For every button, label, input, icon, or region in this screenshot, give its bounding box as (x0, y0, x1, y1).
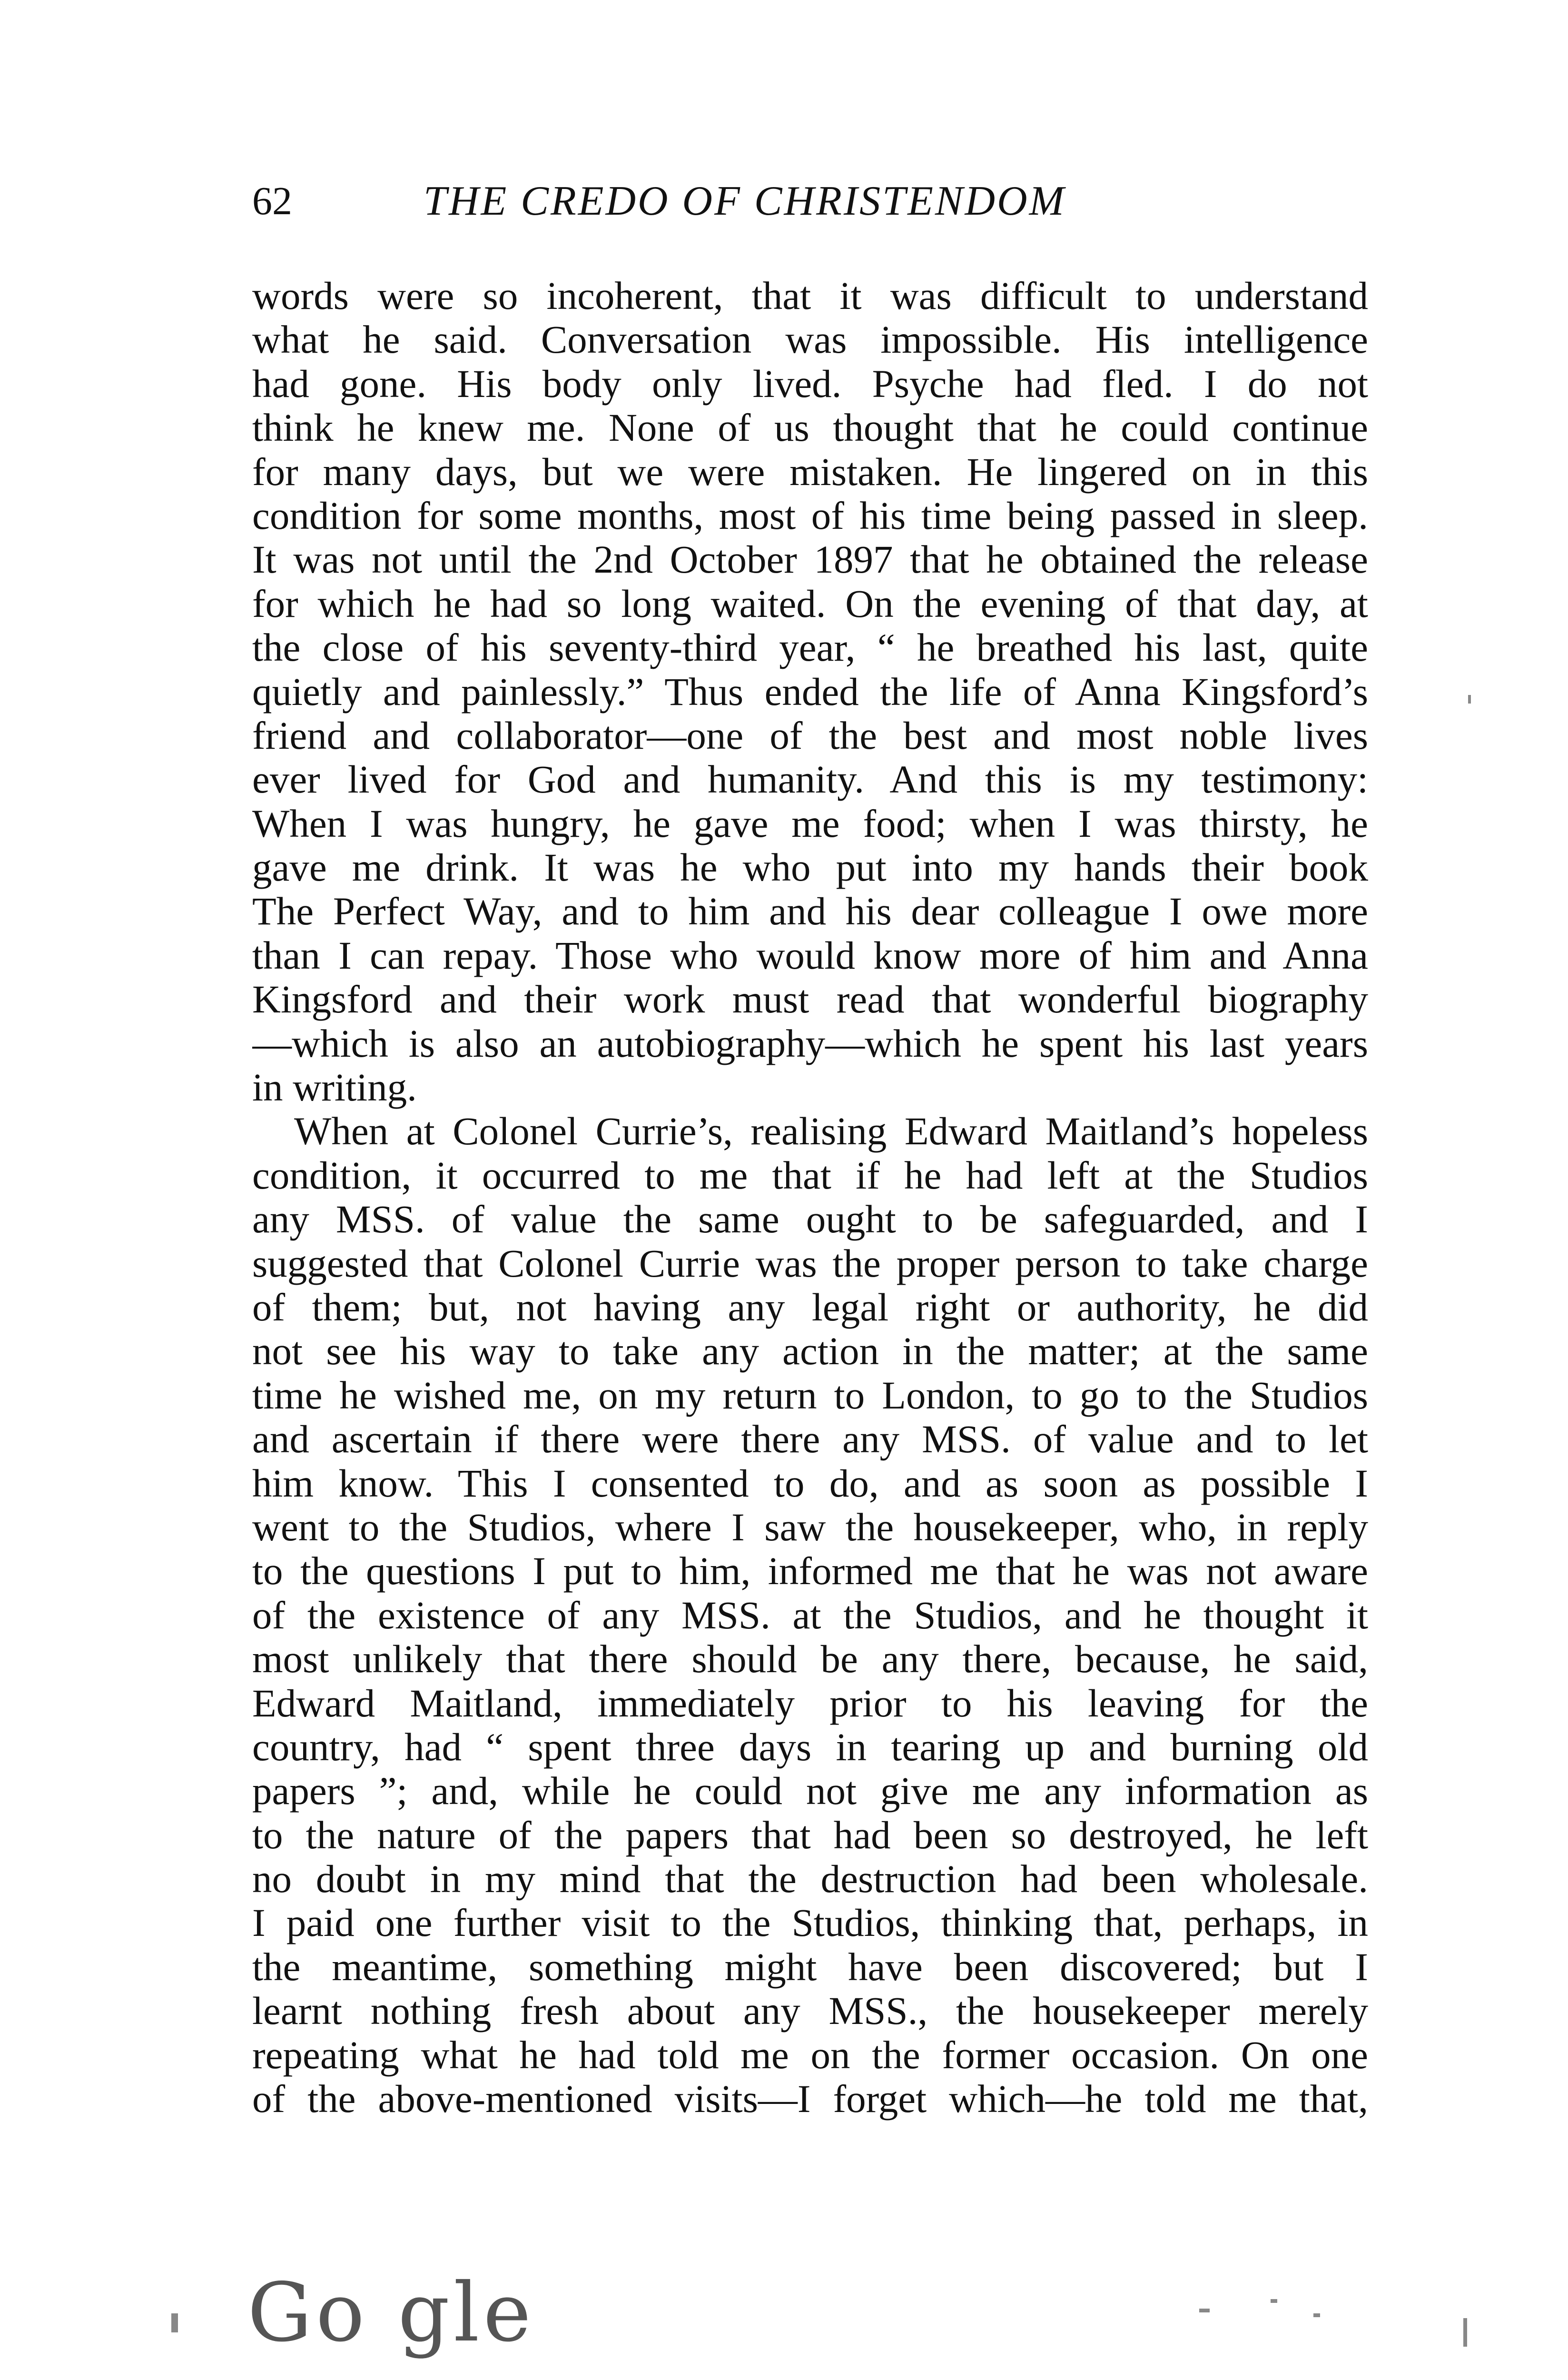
text-line: the close of his seventy-third year, “ he breathed his last, quite (252, 625, 1368, 670)
text-line: of them; but, not having any legal right or authority, he did (252, 1285, 1368, 1329)
text-line: It was not until the 2nd October 1897 that he obtained the release (252, 537, 1368, 582)
text-line: to the nature of the papers that had been so destroyed, he left (252, 1813, 1368, 1857)
scan-speck (171, 2313, 178, 2332)
scan-speck (1313, 2313, 1320, 2317)
text-line: gave me drink. It was he who put into my hands their book (252, 845, 1368, 890)
text-line: and ascertain if there were there any MSS. of value and to let (252, 1417, 1368, 1461)
text-line: him know. This I consented to do, and as soon as possible I (252, 1461, 1368, 1505)
text-line: The Perfect Way, and to him and his dear colleague I owe more (252, 889, 1368, 933)
text-line: had gone. His body only lived. Psyche had fled. I do not (252, 361, 1368, 406)
text-line: learnt nothing fresh about any MSS., the housekeeper merely (252, 1989, 1368, 2033)
text-line: to the questions I put to him, informed me that he was not aware (252, 1549, 1368, 1593)
text-line: I paid one further visit to the Studios, thinking that, perhaps, in (252, 1901, 1368, 1945)
text-line: went to the Studios, where I saw the housekeeper, who, in reply (252, 1505, 1368, 1549)
text-line: of the above-mentioned visits—I forget which—he told me that, (252, 2077, 1368, 2121)
text-line: Edward Maitland, immediately prior to his leaving for the (252, 1681, 1368, 1725)
text-line: any MSS. of value the same ought to be safeguarded, and I (252, 1197, 1368, 1241)
text-line: not see his way to take any action in the matter; at the same (252, 1329, 1368, 1373)
text-line: for which he had so long waited. On the evening of that day, at (252, 581, 1368, 625)
page-number: 62 (252, 179, 292, 223)
text-line: suggested that Colonel Currie was the proper person to take charge (252, 1241, 1368, 1285)
scan-speck (1468, 695, 1471, 704)
text-line: most unlikely that there should be any there, because, he said, (252, 1637, 1368, 1681)
scan-speck (1463, 2318, 1467, 2347)
text-line: the meantime, something might have been discovered; but I (252, 1944, 1368, 1989)
text-line: words were so incoherent, that it was difficult to understand (252, 274, 1368, 317)
text-line: what he said. Conversation was impossible. His intelligence (252, 317, 1368, 362)
text-line: country, had “ spent three days in tearing up and burning old (252, 1725, 1368, 1769)
text-line: condition, it occurred to me that if he had left at the Studios (252, 1153, 1368, 1197)
text-line: for many days, but we were mistaken. He lingered on in this (252, 449, 1368, 494)
text-line: than I can repay. Those who would know more of him and Anna (252, 933, 1368, 977)
text-line: of the existence of any MSS. at the Studios, and he thought it (252, 1593, 1368, 1637)
body-text (252, 274, 1368, 2121)
text-line: condition for some months, most of his time being passed in sleep. (252, 493, 1368, 537)
text-line: Kingsford and their work must read that wonderful biography (252, 977, 1368, 1021)
text-line: time he wished me, on my return to London, to go to the Studios (252, 1373, 1368, 1417)
text-line: think he knew me. None of us thought that he could continue (252, 406, 1368, 450)
text-line: repeating what he had told me on the former occasion. On one (252, 2033, 1368, 2077)
text-line: ever lived for God and humanity. And this is my testimony: (252, 757, 1368, 802)
text-line: papers ”; and, while he could not give me any information as (252, 1769, 1368, 1813)
text-line: friend and collaborator—one of the best and most noble lives (252, 713, 1368, 757)
text-line: no doubt in my mind that the destruction had been wholesale. (252, 1857, 1368, 1901)
scan-speck (1199, 2309, 1210, 2312)
page-header (252, 175, 1366, 228)
running-title: THE CREDO OF CHRISTENDOM (424, 178, 1066, 224)
scan-speck (1271, 2299, 1277, 2303)
text-line: When at Colonel Currie’s, realising Edward Maitland’s hopeless (294, 1109, 1368, 1153)
text-line: in writing. (252, 1065, 417, 1110)
scan-watermark: Go gle (247, 2266, 535, 2360)
text-line: —which is also an autobiography—which he spent his last years (252, 1021, 1368, 1065)
text-line: quietly and painlessly.” Thus ended the life of Anna Kingsford’s (252, 669, 1368, 714)
text-line: When I was hungry, he gave me food; when I was thirsty, he (252, 801, 1368, 845)
